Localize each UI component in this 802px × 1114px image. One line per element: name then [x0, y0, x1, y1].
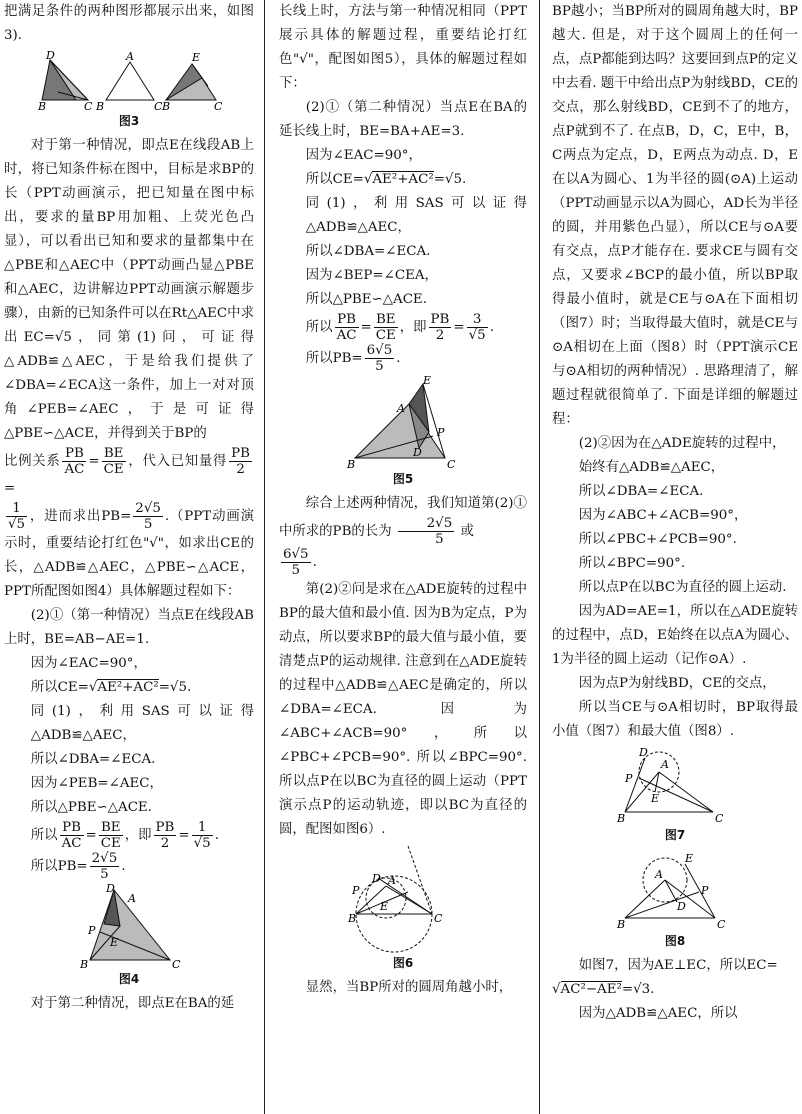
- column-2: [279, 0, 527, 1000]
- label-P: P: [701, 884, 709, 897]
- paragraph: 长线上时，方法与第一种情况相同（PPT展示具体的解题过程，重要结论打红色"√"，配图如图5），具体的解题过程如下：: [279, 4, 527, 91]
- solution-step: 所以点P在以BC为直径的圆上运动.: [578, 580, 787, 595]
- label-B: B: [80, 958, 89, 970]
- figure-3-drawing: [36, 50, 222, 112]
- label-A: A: [388, 874, 396, 887]
- paragraph: 综合上述两种情况，我们知道第(2)①中所求的PB的长为 $\frac{2√5}{5}$ 或: [279, 496, 527, 547]
- label-C: C: [154, 100, 163, 112]
- label-C: C: [434, 912, 443, 925]
- ratio-line: 比例关系 $\frac{PB}{AC}$ = $\frac{BE}{CE}$ ，代入已知量得 $\frac{PB}{2}$ =: [4, 446, 251, 496]
- solution-step: 所以 $\frac{PB}{AC}$ = $\frac{BE}{CE}$ ，即 $\frac{PB}{2}$ = $\frac{1}{√5}$ .: [30, 820, 219, 851]
- solution-step: √AC²−AE²=√3.: [552, 982, 655, 997]
- label-B: B: [617, 918, 626, 931]
- label-E: E: [423, 376, 432, 387]
- label-C: C: [214, 100, 222, 112]
- solution-step: 所以 $\frac{PB}{AC}$ = $\frac{BE}{CE}$ ，即 $\frac{PB}{2}$ = $\frac{3}{√5}$ .: [305, 312, 494, 343]
- figure-6: [279, 844, 527, 972]
- solution-step: 因为∠BEP=∠CEA，: [305, 268, 438, 283]
- solution-step: 所以∠BPC=90°.: [578, 556, 686, 571]
- solution-step: 因为∠EAC=90°，: [305, 148, 422, 163]
- label-C: C: [84, 100, 93, 112]
- paragraph: 第(2)②问是求在△ADE旋转的过程中BP的最大值和最小值. 因为B为定点，P为动点，所以要求BP的最大值与最小值，要清楚点P的运动规律. 注意到在△ADE旋转的过程中△ADB≌△AEC是确定的，所以∠DBA=∠ECA. 因为∠ABC+∠ACB=90°，所以∠PBC+∠PCB=90°. 所以∠BPC=90°. 所以点P在以BC为直径的圆上运动（PPT演示点P的运动轨迹，即以BC为直径的圆，配图如图6）.: [279, 582, 527, 837]
- figure-7-caption: 图7: [664, 828, 686, 842]
- figure-3-caption: 图3: [118, 114, 140, 128]
- label-B: B: [38, 100, 47, 112]
- figure-8: [552, 848, 798, 950]
- paragraph: 因为△ADB≌△AEC，所以: [578, 1006, 738, 1021]
- solution-step: 因为∠EAC=90°，: [30, 656, 147, 671]
- figure-5-caption: 图5: [392, 472, 414, 486]
- solution-step: 因为∠PEB=∠AEC，: [30, 776, 163, 791]
- label-C: C: [715, 812, 724, 825]
- label-E: E: [380, 900, 389, 913]
- figure-8-drawing: [615, 848, 735, 932]
- answer-line: $\frac{6√5}{5}$ .: [283, 547, 317, 578]
- solution-step: 所以∠DBA=∠ECA.: [30, 752, 156, 767]
- label-E: E: [651, 792, 660, 805]
- label-A: A: [655, 868, 663, 881]
- paragraph: 对于第一种情况，即点E在线段AB上时，将已知条件标在图中，目标是求BP的长（PPT动画演示，把已知量在图中标出，要求的量BP用加粗、上荧光色凸显），可以看出已知和要求的量都集中在△PBE和△AEC中（PPT动画凸显△PBE和△AEC，边讲解边PPT动画演示解题步骤），由新的已知条件可以在Rt△AEC中求出EC=√5，同第(1)问，可证得△ADB≌△AEC，于是给我们提供了∠DBA=∠ECA这一条件，加上一对对顶角∠PEB=∠AEC，于是可证得△PBE∽△ACE，并得到关于BP的: [4, 138, 254, 441]
- solution-step: 所以∠DBA=∠ECA.: [578, 484, 704, 499]
- label-B: B: [348, 912, 357, 925]
- label-D: D: [677, 900, 686, 913]
- solution-step: (2)①（第一种情况）当点E在线段AB上时，BE=AB−AE=1.: [4, 608, 254, 647]
- figure-6-caption: 图6: [392, 956, 414, 970]
- solution-step: 所以CE=√AE²+AC²=√5.: [30, 680, 192, 695]
- label-A: A: [397, 402, 405, 415]
- result-line: $\frac{1}{√5}$ ，进而求出PB= $\frac{2√5}{5}$ .（PPT动画演示时，重要结论打红色"√"，如求出CE的长，△ADB≌△AEC，△PBE∽△ACE，PPT所配图如图4）具体解题过程如下：: [4, 501, 254, 599]
- column-divider: [264, 0, 265, 1114]
- solution-step: 所以当CE与⊙A相切时，BP取得最小值（图7）和最大值（图8）.: [552, 700, 798, 739]
- label-E: E: [685, 852, 694, 865]
- figure-8-caption: 图8: [664, 934, 686, 948]
- label-D: D: [106, 884, 115, 895]
- label-C: C: [447, 458, 456, 470]
- solution-step: 所以∠PBC+∠PCB=90°.: [578, 532, 737, 547]
- solution-step: 因为AD=AE=1，所以在△ADE旋转的过程中，点D，E始终在以点A为圆心、1为半径的圆上运动（记作⊙A）.: [552, 604, 798, 667]
- label-A: A: [126, 50, 134, 63]
- paragraph: 把满足条件的两种图形都展示出来，如图3).: [4, 4, 254, 43]
- label-E: E: [192, 51, 201, 64]
- label-A: A: [661, 758, 669, 771]
- solution-step: 因为∠ABC+∠ACB=90°，: [578, 508, 748, 523]
- label-D: D: [372, 872, 381, 885]
- label-P: P: [625, 772, 633, 785]
- label-B: B: [347, 458, 356, 470]
- label-B: B: [617, 812, 626, 825]
- solution-step: 始终有△ADB≌△AEC，: [578, 460, 725, 475]
- label-D: D: [639, 746, 648, 759]
- solution-step: 所以△PBE∽△ACE.: [30, 800, 152, 815]
- label-P: P: [437, 426, 445, 439]
- paragraph: BP越小；当BP所对的圆周角越大时，BP越大. 但是，对于这个圆周上的任何一点，点P都能到达吗？这要回到点P的定义中去看. 题干中给出点P为射线BD，CE的交点，那么射线BD，CE到不了的地方，点P就到不了. 在点B，D，C，E中，B，C两点为定点，D，E两点为动点. D，E在以A为圆心、1为半径的圆(⊙A)上运动（PPT动画显示以A为圆心，AD长为半径的圆，并用紫色凸显），所以CE与⊙A要有交点，点P才能存在. 要求CE与圆有交点，又要求∠BCP的最小值，所以BP取得最小值时，就是CE与⊙A在下面相切（图7）时；当取得最大值时，就是CE与⊙A相切在上面（图8）时（PPT演示CE与⊙A相切的两种情况）. 思路理清了，解题过程就很简单了. 下面是详细的解题过程：: [552, 4, 798, 427]
- solution-step: (2)②因为在△ADE旋转的过程中，: [578, 436, 786, 451]
- figure-3: [4, 50, 254, 130]
- solution-step: 同(1)，利用SAS可以证得△ADB≌△AEC，: [305, 196, 527, 235]
- solution-step: 同(1)，利用SAS可以证得△ADB≌△AEC，: [30, 704, 254, 743]
- column-1: [4, 0, 254, 1016]
- figure-5: [279, 376, 527, 488]
- column-divider: [539, 0, 540, 1114]
- solution-step: 所以PB= $\frac{6√5}{5}$ .: [305, 343, 401, 374]
- label-D: D: [46, 50, 55, 62]
- paragraph: 对于第二种情况，即点E在BA的延: [30, 996, 235, 1011]
- paragraph: 显然，当BP所对的圆周角越小时，: [305, 980, 513, 995]
- solution-step: 所以∠DBA=∠ECA.: [305, 244, 431, 259]
- label-P: P: [88, 924, 96, 937]
- paragraph: 如图7，因为AE⊥EC，所以EC=: [578, 958, 778, 973]
- figure-5-drawing: [347, 376, 459, 470]
- solution-step: 因为点P为射线BD，CE的交点，: [578, 676, 776, 691]
- figure-4-caption: 图4: [118, 972, 140, 986]
- figure-4: [4, 884, 254, 988]
- label-D: D: [413, 446, 422, 459]
- figure-6-drawing: [348, 844, 458, 954]
- solution-step: 所以△PBE∽△ACE.: [305, 292, 427, 307]
- label-B: B: [96, 100, 105, 112]
- solution-step: 所以PB= $\frac{2√5}{5}$ .: [30, 851, 126, 882]
- label-P: P: [352, 884, 360, 897]
- label-A: A: [128, 892, 136, 905]
- label-E: E: [110, 936, 119, 949]
- solution-step: (2)①（第二种情况）当点E在BA的延长线上时，BE=BA+AE=3.: [279, 100, 527, 139]
- label-C: C: [172, 958, 181, 970]
- solution-step: 所以CE=√AE²+AC²=√5.: [305, 172, 467, 187]
- label-C: C: [717, 918, 726, 931]
- label-B: B: [162, 100, 171, 112]
- column-3: [552, 0, 798, 1026]
- figure-4-drawing: [74, 884, 184, 970]
- figure-7-drawing: [615, 746, 735, 826]
- figure-7: [552, 746, 798, 844]
